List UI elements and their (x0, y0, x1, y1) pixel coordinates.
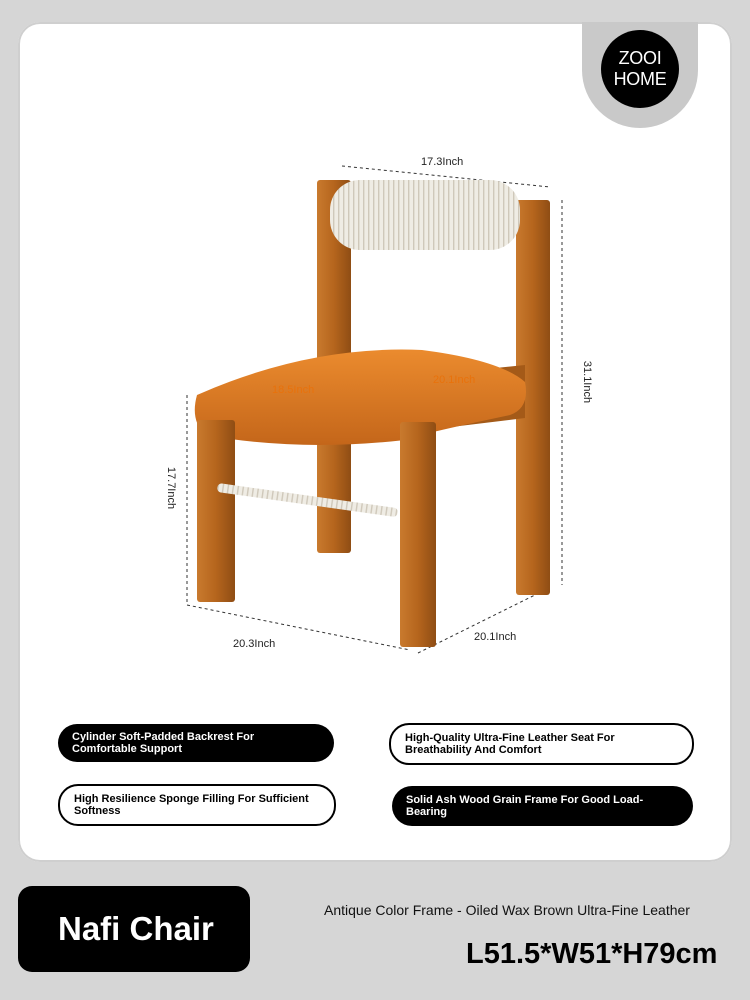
feature-backrest (58, 724, 334, 762)
dim-top-width: 17.3Inch (421, 156, 464, 168)
feature-sponge-text: High Resilience Sponge Filling For Sufficient Softness (74, 793, 309, 817)
feature-frame (392, 786, 693, 826)
feature-backrest-text: Cylinder Soft-Padded Backrest For Comfortable Support (72, 731, 255, 755)
feature-leather-seat-text: High-Quality Ultra-Fine Leather Seat For Breathability And Comfort (405, 732, 615, 756)
dim-seat-height: 17.7Inch (165, 466, 178, 510)
feature-leather-seat (389, 723, 694, 765)
dim-base-width: 20.3Inch (233, 638, 276, 650)
feature-frame-text: Solid Ash Wood Grain Frame For Good Load-Bearing (406, 794, 644, 818)
brand-line-2: HOME (613, 69, 667, 89)
dim-height: 31.1Inch (581, 360, 594, 404)
dim-seat-depth: 20.1Inch (433, 374, 476, 386)
chair-illustration (160, 150, 620, 670)
product-name-box (18, 886, 250, 972)
feature-sponge (58, 784, 336, 826)
product-size: L51.5*W51*H79cm (466, 938, 718, 970)
dim-seat-width: 18.5Inch (272, 384, 315, 396)
brand-line-1: ZOOI (618, 48, 662, 68)
product-name: Nafi Chair (58, 910, 214, 947)
product-subtitle: Antique Color Frame - Oiled Wax Brown Ultra-Fine Leather (324, 902, 690, 918)
dim-base-depth: 20.1Inch (474, 631, 517, 643)
brand-logo (601, 30, 679, 108)
